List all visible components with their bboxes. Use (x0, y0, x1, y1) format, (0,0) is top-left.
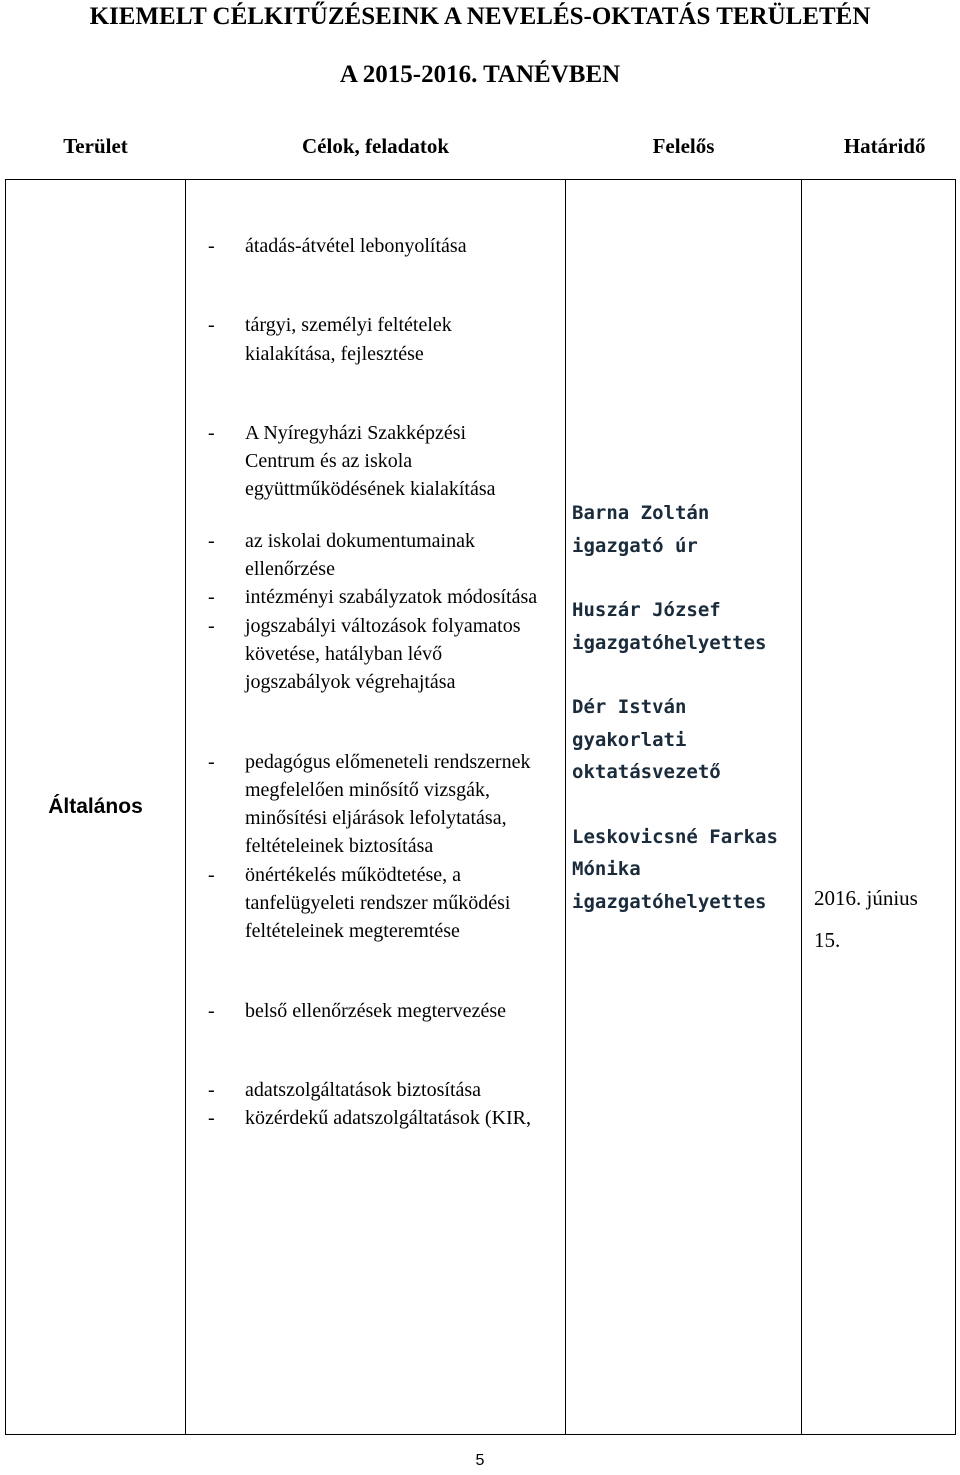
responsible-name: Dér István (572, 696, 687, 718)
header-hatarido: Határidő (802, 113, 956, 180)
cell-hatarido (802, 180, 956, 1435)
task-item: - önértékelés működtetése, a tanfelügyeleti rendszer működési feltételeinek megteremtése (208, 861, 538, 946)
responsible-entry (572, 497, 797, 562)
responsible-entry (572, 594, 797, 659)
table-header-row (6, 113, 956, 180)
page-number: 5 (475, 1452, 485, 1469)
responsible-name: Huszár József (572, 599, 721, 621)
goals-table (5, 113, 956, 1435)
header-felelos: Felelős (566, 113, 802, 180)
task-list-wrapper (208, 232, 538, 1133)
responsible-role: gyakorlati oktatásvezető (572, 728, 721, 783)
responsible-entry (572, 821, 797, 919)
task-item: - tárgyi, személyi feltételek kialakítása, fejlesztése (208, 311, 538, 368)
header-celok: Célok, feladatok (186, 113, 566, 180)
task-item: - átadás-átvétel lebonyolítása (208, 232, 538, 260)
task-item: - A Nyíregyházi Szakképzési Centrum és az iskola együttműködésének kialakítása (208, 419, 538, 504)
header-terulet: Terület (6, 113, 186, 180)
responsible-list (572, 497, 797, 918)
task-item: - adatszolgáltatások biztosítása (208, 1076, 538, 1104)
cell-terulet: Általános (6, 180, 186, 1435)
table-row (6, 180, 956, 1435)
responsible-role: igazgatóhelyettes (572, 631, 767, 654)
task-item: - pedagógus előmeneteli rendszernek megfelelően minősítő vizsgák, minősítési eljárások lefolytatása, feltételeinek biztosítása (208, 748, 538, 861)
task-item: - intézményi szabályzatok módosítása (208, 583, 538, 611)
deadline-line-1: 2016. június (814, 886, 918, 910)
task-item: - belső ellenőrzések megtervezése (208, 997, 538, 1025)
responsible-name: Barna Zoltán (572, 502, 710, 524)
responsible-entry (572, 691, 797, 789)
cell-celok (186, 180, 566, 1435)
deadline-line-2: 15. (814, 928, 841, 952)
task-list (208, 232, 538, 1133)
document-title-line-2: A 2015-2016. TANÉVBEN (339, 61, 621, 88)
responsible-name: Leskovicsné Farkas Mónika (572, 825, 778, 880)
task-item: - az iskolai dokumentumainak ellenőrzése (208, 527, 538, 584)
task-item: - közérdekű adatszolgáltatások (KIR, (208, 1104, 538, 1132)
cell-felelos (566, 180, 802, 1435)
responsible-role: igazgató úr (572, 534, 698, 557)
deadline (814, 877, 918, 961)
task-item: - jogszabályi változások folyamatos követése, hatályban lévő jogszabályok végrehajtása (208, 612, 538, 697)
responsible-role: igazgatóhelyettes (572, 890, 767, 913)
document-title-line-1: KIEMELT CÉLKITŰZÉSEINK A NEVELÉS-OKTATÁS TERÜLETÉN (89, 3, 871, 30)
